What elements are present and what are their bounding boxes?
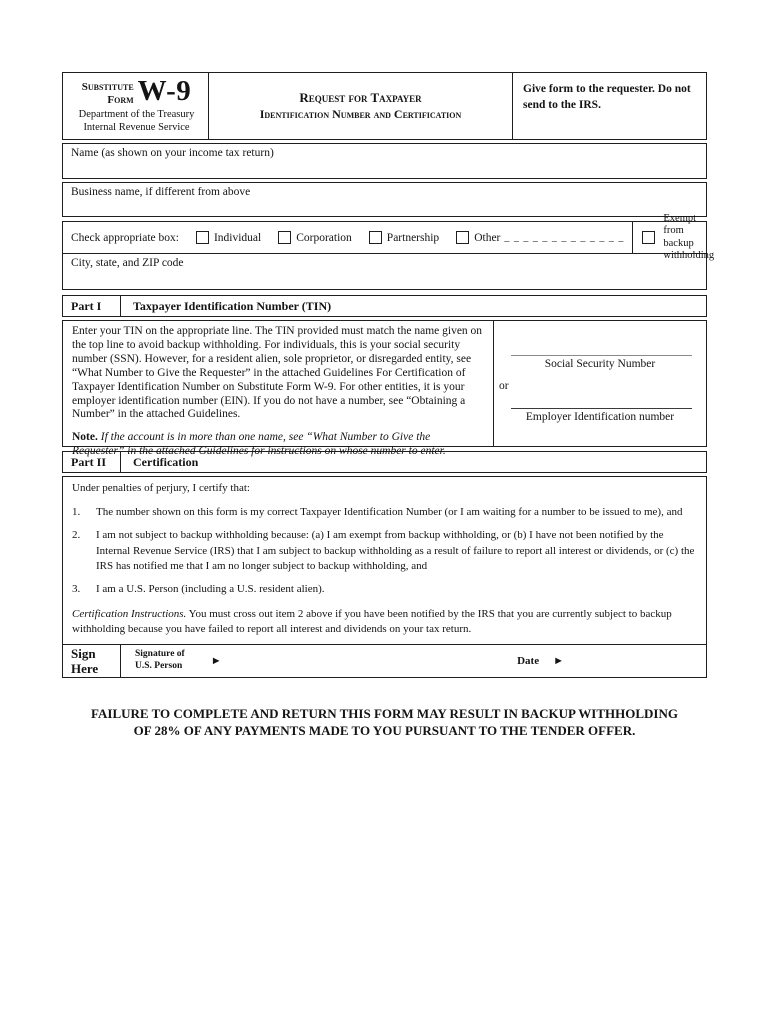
exempt-checkbox[interactable] (642, 231, 655, 244)
city-state-zip-field[interactable] (63, 254, 706, 289)
corporation-label: Corporation (296, 231, 352, 244)
name-field[interactable] (62, 143, 707, 179)
part2-content (62, 476, 707, 678)
certification-text (63, 477, 706, 645)
date-arrow-icon: ► (553, 654, 564, 667)
item-3-text: I am a U.S. Person (including a U.S. resident alien). (96, 583, 325, 596)
backup-withholding-warning (62, 705, 707, 740)
item-2-text: I am not subject to backup withholding because: (a) I am exempt from backup withholding, or (b) I have not been notified by the Internal Revenue Service (IRS) that I am subject to backup withholding as a result of failure to report all interest or dividends, or (c) the IRS has notified me that I am no longer subject to backup withholding, and (96, 529, 695, 572)
name-field-label: Name (as shown on your income tax return) (71, 147, 274, 159)
form-title-line-2: Identification Number and Certification (259, 106, 462, 121)
other-label: Other (474, 231, 501, 244)
form-number: W-9 (137, 75, 192, 107)
partnership-label: Partnership (386, 231, 440, 244)
option-individual (196, 231, 261, 244)
certification-instructions-text: You must cross out item 2 above if you have been notified by the IRS that you are currently subject to backup withholding because you have failed to report all interest and dividends on your tax return. (72, 608, 672, 636)
certification-instructions-label: Certification Instructions. (72, 608, 187, 621)
option-partnership (369, 231, 439, 244)
form-header (62, 72, 707, 140)
item-1-number: 1. (72, 506, 81, 519)
substitute-label: Substitute (81, 81, 134, 93)
ssn-label: Social Security Number (544, 358, 656, 370)
certification-item-3 (72, 582, 697, 597)
substitute-form-block (71, 75, 202, 107)
signature-area[interactable] (121, 645, 222, 677)
form-label: Form (107, 93, 134, 106)
option-other (456, 231, 624, 244)
exempt-label: Exempt from backup withholding (663, 213, 715, 261)
agency-line-1: Department of the Treasury (78, 109, 195, 121)
individual-label: Individual (213, 231, 262, 244)
item-2-number: 2. (72, 529, 81, 542)
business-name-field-label: Business name, if different from above (71, 186, 251, 198)
business-name-field[interactable] (62, 182, 707, 217)
signature-arrow-icon: ► (210, 654, 222, 667)
part2-label: Part II (63, 452, 121, 472)
ssn-input-line[interactable] (511, 355, 692, 356)
other-checkbox[interactable] (456, 231, 469, 244)
warning-line-2: OF 28% OF ANY PAYMENTS MADE TO YOU PURSUANT TO THE TENDER OFFER. (133, 723, 636, 739)
city-state-zip-label: City, state, and ZIP code (71, 257, 184, 269)
certification-instructions (72, 607, 697, 637)
entity-and-address-block (62, 213, 715, 290)
signature-row (63, 645, 706, 677)
option-corporation (278, 231, 352, 244)
tin-instructions-body: Enter your TIN on the appropriate line. The TIN provided must match the name given on the top line to avoid backup withholding. For individuals, this is your social security number (SSN). However, for a resident alien, sole proprietor, or disregarded entity, see “What Number to Give the Requester” in the attached Guidelines For Certification of Taxpayer Identification Number on Substitute Form W-9. For other entities, it is your employer identification number (EIN). If you do not have a number, see “Obtaining a Number” in the attached Guidelines. (72, 325, 483, 421)
sign-word: Sign (71, 645, 96, 661)
corporation-checkbox[interactable] (278, 231, 291, 244)
certification-item-1 (72, 505, 697, 520)
other-blank-line[interactable]: _ _ _ _ _ _ _ _ _ _ _ _ _ (504, 232, 625, 243)
ein-label: Employer Identification number (525, 411, 675, 423)
part1-header (62, 295, 707, 317)
form-title-block (209, 73, 513, 139)
requester-note: Give form to the requester. Do not send to the IRS. (523, 83, 691, 111)
or-label: or (499, 380, 509, 392)
exempt-cell (632, 213, 719, 261)
warning-line-1: FAILURE TO COMPLETE AND RETURN THIS FORM MAY RESULT IN BACKUP WITHHOLDING (91, 705, 678, 721)
us-person-label: U.S. Person (135, 660, 183, 671)
tin-note-text: If the account is in more than one name, see “What Number to Give the Requester” in the attached Guidelines for instructions on whose number to enter. (72, 431, 446, 458)
tin-entry-area (494, 321, 706, 446)
part1-title: Taxpayer Identification Number (TIN) (133, 299, 332, 313)
date-area[interactable] (517, 645, 706, 677)
sign-here-label (63, 645, 121, 677)
partnership-checkbox[interactable] (369, 231, 382, 244)
part2-title: Certification (133, 455, 199, 469)
w9-form (62, 72, 715, 740)
certification-intro: Under penalties of perjury, I certify that: (72, 482, 250, 494)
tin-note-label: Note. (72, 431, 98, 444)
item-3-number: 3. (72, 583, 81, 596)
part1-content (62, 320, 707, 458)
ein-input-line[interactable] (511, 408, 692, 409)
signature-of-label: Signature of (135, 649, 185, 660)
certification-item-2 (72, 528, 697, 574)
form-id-block (63, 73, 209, 139)
entity-type-row (63, 213, 715, 261)
part1-label: Part I (63, 296, 121, 316)
tin-instructions (63, 321, 494, 458)
date-label: Date (517, 654, 540, 667)
check-box-row-label: Check appropriate box: (71, 231, 179, 244)
item-1-text: The number shown on this form is my correct Taxpayer Identification Number (or I am waiting for a number to be issued to me), and (96, 506, 683, 519)
agency-line-2: Internal Revenue Service (83, 121, 190, 133)
here-word: Here (71, 660, 99, 676)
individual-checkbox[interactable] (196, 231, 209, 244)
form-title-line-1: Request for Taxpayer (299, 89, 422, 105)
